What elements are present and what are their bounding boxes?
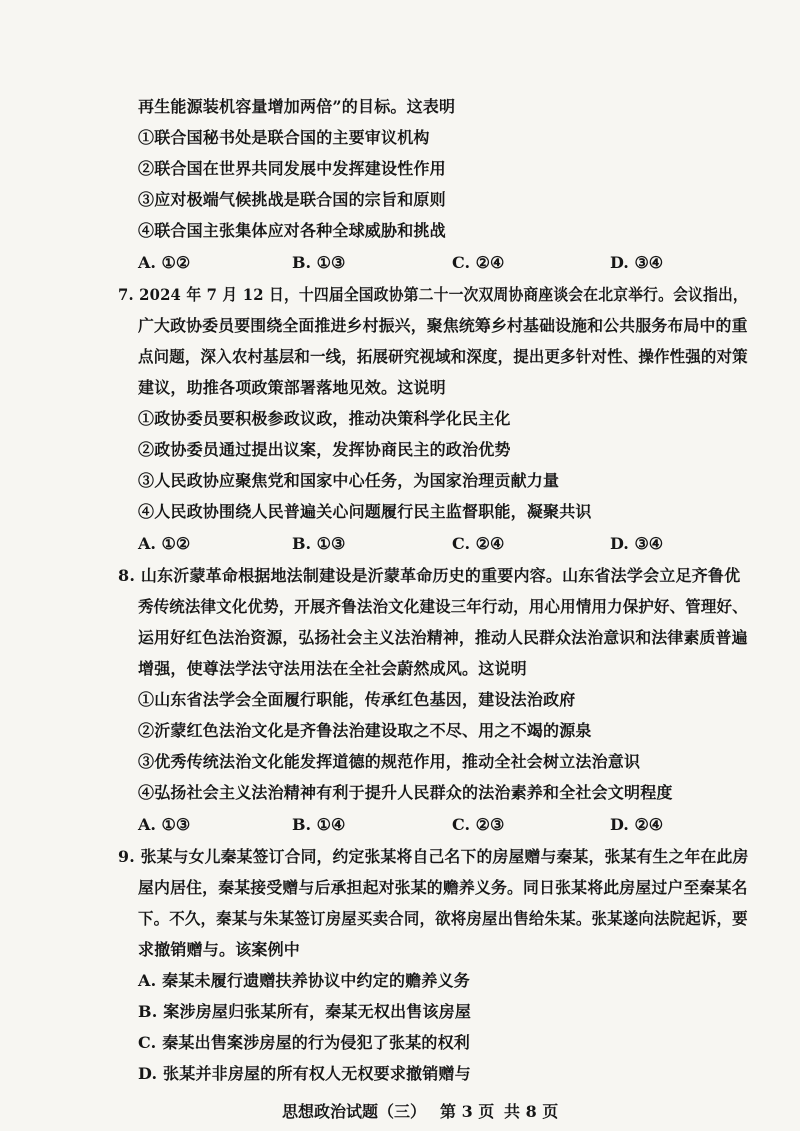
q8-item-2: ②沂蒙红色法治文化是齐鲁法治建设取之不尽、用之不竭的源泉: [138, 721, 592, 740]
q8-stem-line-1: 8. 山东沂蒙革命根据地法制建设是沂蒙革命历史的重要内容。山东省法学会立足齐鲁优: [118, 566, 741, 585]
q7-option-d: D. ③④: [610, 534, 664, 553]
q6-item-2: ②联合国在世界共同发展中发挥建设性作用: [138, 159, 446, 178]
q6-item-1: ①联合国秘书处是联合国的主要审议机构: [138, 128, 430, 147]
q8-item-4: ④弘扬社会主义法治精神有利于提升人民群众的法治素养和全社会文明程度: [138, 783, 673, 802]
q7-stem-line-4: 建议，助推各项政策部署落地见效。这说明: [138, 378, 446, 397]
q8-option-a: A. ①③: [138, 815, 191, 834]
q8-option-d: D. ②④: [610, 815, 664, 834]
q7-stem-line-2: 广大政协委员要围绕全面推进乡村振兴，聚焦统筹乡村基础设施和公共服务布局中的重: [138, 316, 748, 335]
q9-stem-line-4: 求撤销赠与。该案例中: [138, 940, 301, 959]
q7-item-4: ④人民政协围绕人民普遍关心问题履行民主监督职能，凝聚共识: [138, 502, 592, 521]
q9-stem-line-1: 9. 张某与女儿秦某签订合同，约定张某将自己名下的房屋赠与秦某，张某有生之年在此房: [118, 847, 749, 866]
q6-item-3: ③应对极端气候挑战是联合国的宗旨和原则: [138, 190, 446, 209]
q9-option-c: C. 秦某出售案涉房屋的行为侵犯了张某的权利: [138, 1033, 470, 1052]
q8-option-c: C. ②③: [452, 815, 505, 834]
q6-stem-tail: 再生能源装机容量增加两倍”的目标。这表明: [138, 97, 456, 116]
footer-page-number: 第 3 页: [440, 1102, 495, 1121]
footer-subject: 思想政治试题（三）: [282, 1102, 427, 1121]
footer-total-pages: 共 8 页: [504, 1102, 559, 1121]
q7-option-c: C. ②④: [452, 534, 505, 553]
q7-option-b: B. ①③: [292, 534, 346, 553]
q7-item-2: ②政协委员通过提出议案，发挥协商民主的政治优势: [138, 440, 511, 459]
q8-stem-line-2: 秀传统法律文化优势，开展齐鲁法治文化建设三年行动，用心用情用力保护好、管理好、: [138, 597, 748, 616]
q7-item-3: ③人民政协应聚焦党和国家中心任务，为国家治理贡献力量: [138, 471, 560, 490]
q7-option-a: A. ①②: [138, 534, 191, 553]
q9-stem-line-3: 下。不久，秦某与朱某签订房屋买卖合同，欲将房屋出售给朱某。张某遂向法院起诉，要: [138, 909, 748, 928]
q8-option-b: B. ①④: [292, 815, 346, 834]
q8-item-1: ①山东省法学会全面履行职能，传承红色基因，建设法治政府: [138, 690, 576, 709]
q8-stem-line-4: 增强，使尊法学法守法用法在全社会蔚然成风。这说明: [138, 659, 527, 678]
q8-item-3: ③优秀传统法治文化能发挥道德的规范作用，推动全社会树立法治意识: [138, 752, 641, 771]
q9-stem-line-2: 屋内居住，秦某接受赠与后承担起对张某的赡养义务。同日张某将此房屋过户至秦某名: [138, 878, 748, 897]
q7-item-1: ①政协委员要积极参政议政，推动决策科学化民主化: [138, 409, 511, 428]
q6-option-b: B. ①③: [292, 253, 346, 272]
q6-item-4: ④联合国主张集体应对各种全球威胁和挑战: [138, 221, 446, 240]
q9-option-a: A. 秦某未履行遗赠扶养协议中约定的赡养义务: [138, 971, 470, 990]
q6-option-d: D. ③④: [610, 253, 664, 272]
q7-stem-line-1: 7. 2024 年 7 月 12 日，十四届全国政协第二十一次双周协商座谈会在北京举行。会议指出，: [118, 285, 748, 304]
q8-stem-line-3: 运用好红色法治资源，弘扬社会主义法治精神，推动人民群众法治意识和法律素质普遍: [138, 628, 748, 647]
q6-option-c: C. ②④: [452, 253, 505, 272]
q7-stem-line-3: 点问题，深入农村基层和一线，拓展研究视域和深度，提出更多针对性、操作性强的对策: [138, 347, 748, 366]
q9-option-d: D. 张某并非房屋的所有权人无权要求撤销赠与: [138, 1064, 471, 1083]
q9-option-b: B. 案涉房屋归张某所有，秦某无权出售该房屋: [138, 1002, 472, 1021]
q6-option-a: A. ①②: [138, 253, 191, 272]
